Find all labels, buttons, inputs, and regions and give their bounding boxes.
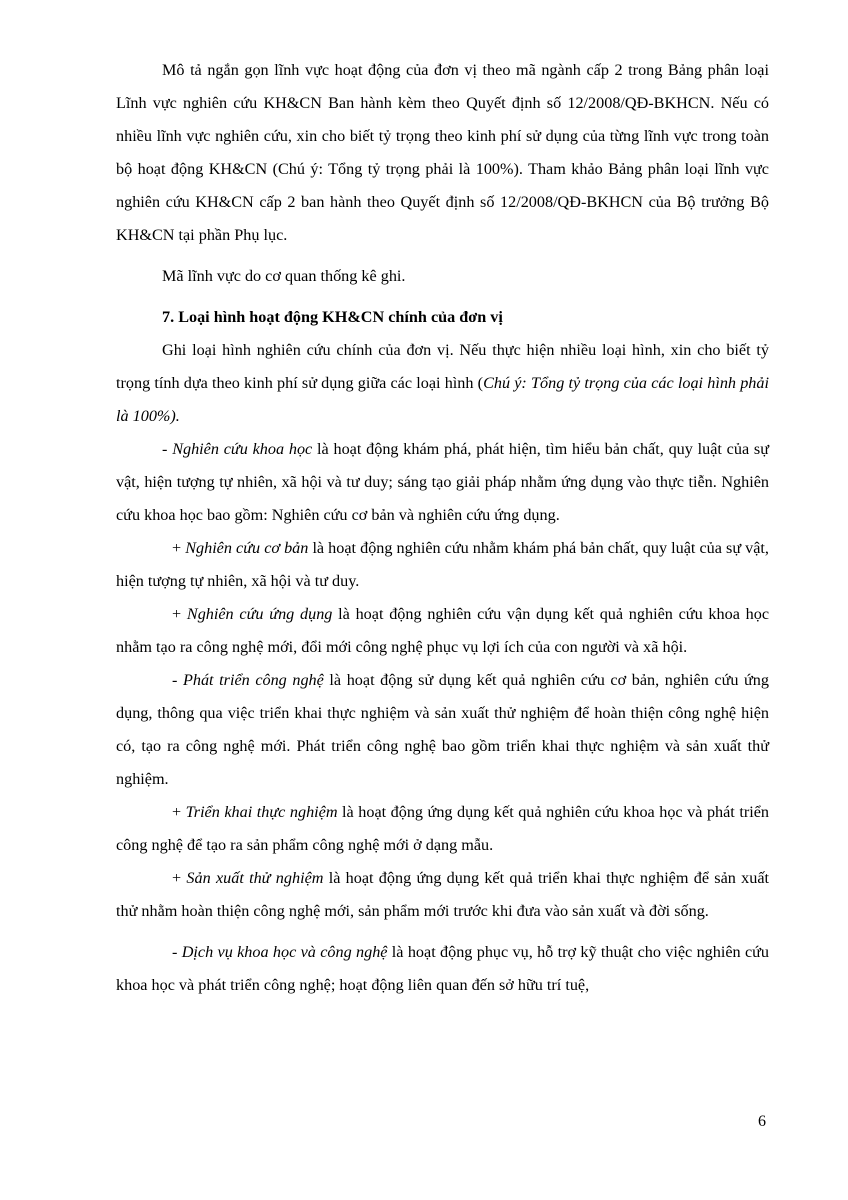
text-run: là hoạt động ứng dụng kết quả nghiên cứu khoa học và phát triển công nghệ để tạo ra sản phẩm công nghệ mới ở dạng mẫu. xyxy=(116,803,769,854)
italic-term: Triển khai thực nghiệm xyxy=(185,803,338,821)
text-run: là hoạt động sử dụng kết quả nghiên cứu cơ bản, nghiên cứu ứng dụng, thông qua việc triển khai thực nghiệm và sản xuất thử nghiệm để hoàn thiện công nghệ hiện có, tạo ra công nghệ mới. Phát triển công nghệ bao gồm triển khai thực nghiệm và sản xuất thử nghiệm. xyxy=(116,671,769,788)
section-heading xyxy=(116,301,769,334)
paragraph xyxy=(116,796,769,862)
text-run: + xyxy=(172,539,186,557)
document-body xyxy=(116,54,769,1002)
paragraph xyxy=(116,532,769,598)
paragraph xyxy=(116,433,769,532)
paragraph xyxy=(116,54,769,252)
text-run: - xyxy=(172,671,183,689)
italic-term: Nghiên cứu ứng dụng xyxy=(186,605,333,623)
heading-text: 7. Loại hình hoạt động KH&CN chính của đơn vị xyxy=(162,308,503,326)
text-run: + xyxy=(172,869,187,887)
page-number: 6 xyxy=(758,1113,766,1130)
text-run: là hoạt động khám phá, phát hiện, tìm hiểu bản chất, quy luật của sự vật, hiện tượng tự nhiên, xã hội và tư duy; sáng tạo giải pháp nhằm ứng dụng vào thực tiễn. Nghiên cứu khoa học bao gồm: Nghiên cứu cơ bản và nghiên cứu ứng dụng. xyxy=(116,440,770,524)
text-run: + xyxy=(172,605,187,623)
text-run: + xyxy=(172,803,186,821)
text-run: - xyxy=(172,943,182,961)
paragraph xyxy=(116,598,769,664)
paragraph xyxy=(116,260,769,293)
text-run: là hoạt động nghiên cứu vận dụng kết quả nghiên cứu khoa học nhằm tạo ra công nghệ mới, đổi mới công nghệ phục vụ lợi ích của con người và xã hội. xyxy=(116,605,769,656)
italic-term: Phát triển công nghệ xyxy=(182,671,324,689)
paragraph xyxy=(116,936,769,1002)
italic-term: Nghiên cứu khoa học xyxy=(172,440,313,458)
text-run: là hoạt động ứng dụng kết quả triển khai thực nghiệm để sản xuất thử nhằm hoàn thiện công nghệ mới, sản phẩm mới trước khi đưa vào sản xuất và đời sống. xyxy=(116,869,769,920)
italic-run: Chú ý: Tổng tỷ trọng của các loại hình phải là 100%). xyxy=(116,374,769,425)
text-run: - xyxy=(162,440,173,458)
italic-term: Sản xuất thử nghiệm xyxy=(186,869,324,887)
paragraph xyxy=(116,334,769,433)
text-run: là hoạt động phục vụ, hỗ trợ kỹ thuật cho việc nghiên cứu khoa học và phát triển công nghệ; hoạt động liên quan đến sở hữu trí tuệ, xyxy=(116,943,769,994)
text-run: Mã lĩnh vực do cơ quan thống kê ghi. xyxy=(162,267,406,285)
text-run: là hoạt động nghiên cứu nhằm khám phá bản chất, quy luật của sự vật, hiện tượng tự nhiên, xã hội và tư duy. xyxy=(116,539,769,590)
text-run: Mô tả ngắn gọn lĩnh vực hoạt động của đơn vị theo mã ngành cấp 2 trong Bảng phân loại Lĩnh vực nghiên cứu KH&CN Ban hành kèm theo Quyết định số 12/2008/QĐ-BKHCN. Nếu có nhiều lĩnh vực nghiên cứu, xin cho biết tỷ trọng theo kinh phí sử dụng của từng lĩnh vực trong toàn bộ hoạt động KH&CN (Chú ý: Tổng tỷ trọng phải là 100%). Tham khảo Bảng phân loại lĩnh vực nghiên cứu KH&CN cấp 2 ban hành theo Quyết định số 12/2008/QĐ-BKHCN của Bộ trưởng Bộ KH&CN tại phần Phụ lục. xyxy=(116,61,769,244)
paragraph xyxy=(116,664,769,796)
italic-term: Dịch vụ khoa học và công nghệ xyxy=(181,943,388,961)
italic-term: Nghiên cứu cơ bản xyxy=(185,539,309,557)
text-run: Ghi loại hình nghiên cứu chính của đơn vị. Nếu thực hiện nhiều loại hình, xin cho biết tỷ trọng tính dựa theo kinh phí sử dụng giữa các loại hình ( xyxy=(116,341,769,392)
paragraph xyxy=(116,862,769,928)
